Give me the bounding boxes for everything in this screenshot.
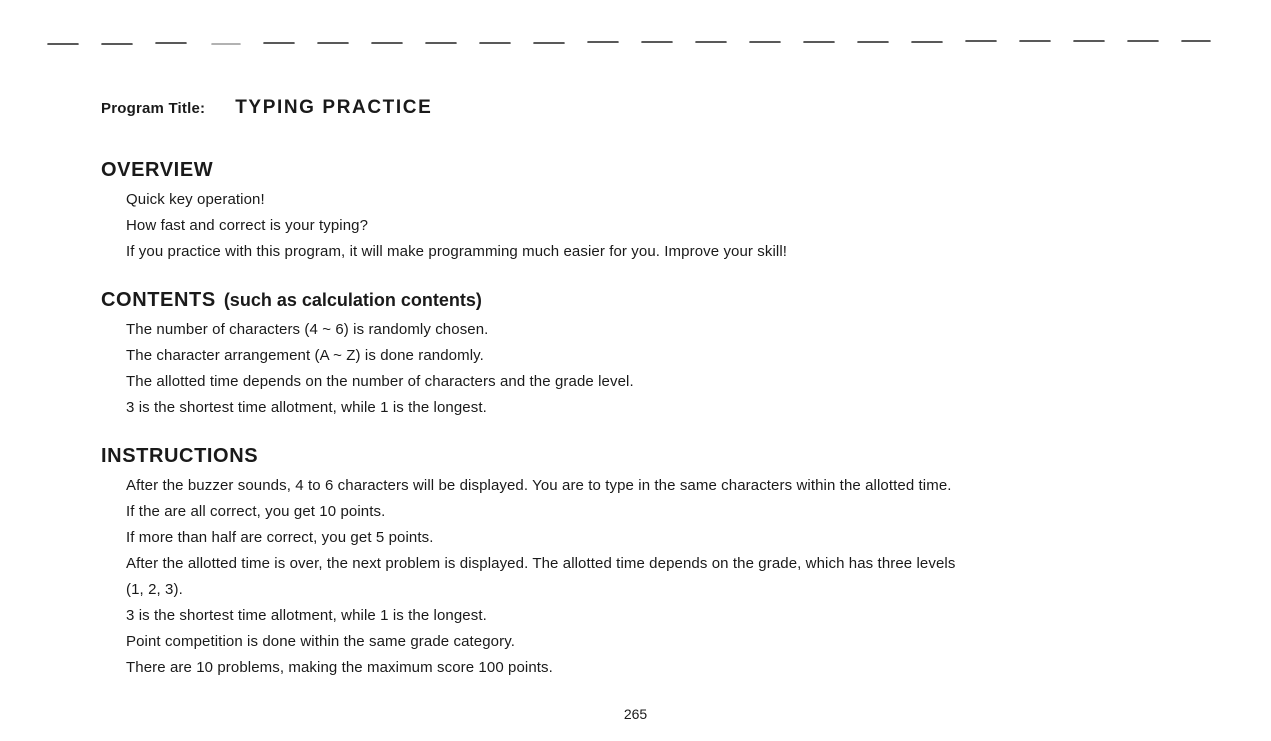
- overview-section: [101, 158, 787, 265]
- instructions-line: If more than half are correct, you get 5 points.: [126, 529, 434, 546]
- instructions-line: 3 is the shortest time allotment, while 1 is the longest.: [126, 607, 487, 624]
- program-title-label: Program Title:: [101, 100, 206, 117]
- contents-line: The character arrangement (A ~ Z) is done randomly.: [126, 347, 484, 364]
- instructions-line: There are 10 problems, making the maximum score 100 points.: [126, 659, 553, 676]
- perforation-dashes: [0, 0, 1271, 60]
- instructions-heading: INSTRUCTIONS: [101, 445, 259, 467]
- instructions-line: Point competition is done within the same grade category.: [126, 633, 515, 650]
- contents-subheading: (such as calculation contents): [223, 290, 482, 310]
- contents-line: The allotted time depends on the number of characters and the grade level.: [126, 373, 634, 390]
- instructions-line: If the are all correct, you get 10 points.: [126, 503, 386, 520]
- overview-line: Quick key operation!: [126, 191, 265, 208]
- program-title: [101, 97, 432, 119]
- overview-heading: OVERVIEW: [101, 159, 214, 181]
- contents-heading: CONTENTS (such as calculation contents): [101, 289, 482, 311]
- program-title-name: TYPING PRACTICE: [235, 97, 433, 118]
- page-number: 265: [623, 706, 648, 722]
- instructions-section: [101, 444, 955, 681]
- overview-list: [126, 187, 787, 265]
- instructions-list: [126, 473, 955, 681]
- instructions-line: After the buzzer sounds, 4 to 6 characters will be displayed. You are to type in the same characters within the allotted time.: [126, 477, 952, 494]
- overview-line: How fast and correct is your typing?: [126, 217, 369, 234]
- instructions-line: After the allotted time is over, the next problem is displayed. The allotted time depends on the grade, which has three levels: [126, 555, 956, 572]
- contents-line: 3 is the shortest time allotment, while 1 is the longest.: [126, 399, 487, 416]
- contents-section: [101, 288, 634, 421]
- instructions-line: (1, 2, 3).: [126, 581, 183, 598]
- overview-line: If you practice with this program, it will make programming much easier for you. Improve your skill!: [126, 243, 788, 260]
- contents-line: The number of characters (4 ~ 6) is randomly chosen.: [126, 321, 489, 338]
- contents-list: [126, 317, 634, 421]
